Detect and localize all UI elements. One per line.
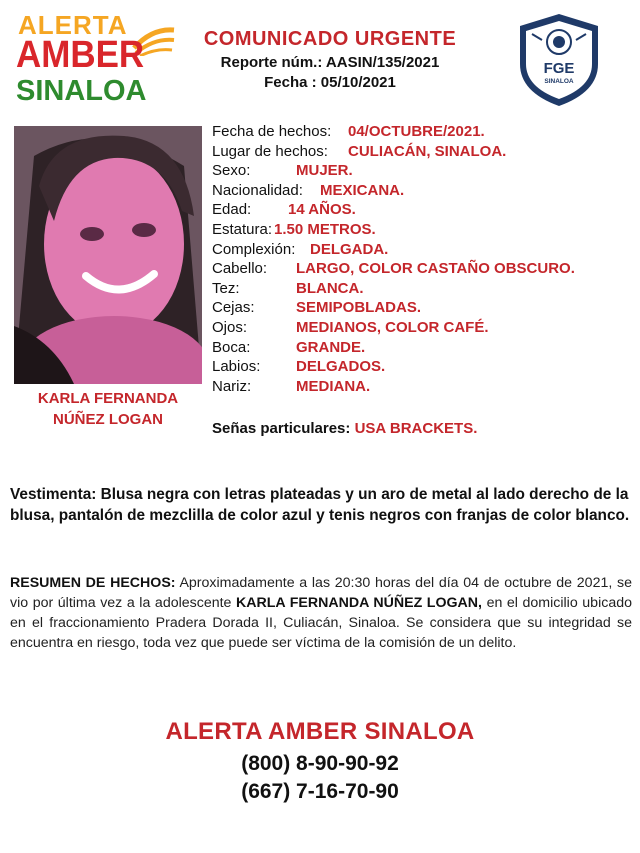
detail-label: Complexión: — [212, 240, 296, 258]
detail-value: 04/OCTUBRE/2021. — [348, 123, 485, 140]
report-number: Reporte núm.: AASIN/135/2021 — [220, 54, 440, 71]
detail-value: 14 AÑOS. — [288, 201, 356, 219]
detail-label: Tez: — [212, 279, 240, 297]
detail-row — [212, 298, 632, 318]
detail-value: DELGADA. — [310, 240, 389, 258]
name-line-1: KARLA FERNANDA — [37, 390, 179, 407]
summary-text-2: en el domicilio ubicado en el fraccionamiento Pradera Dorada II, Culiacán, Sinaloa. Se considera que su integridad se encuentra en riesgo, toda vez que puede ser víctima de la comisión de un delito. — [10, 595, 632, 651]
detail-label: Sexo: — [212, 162, 251, 180]
detail-value: DELGADOS. — [296, 358, 386, 376]
name-line-2: NÚÑEZ LOGAN — [53, 411, 163, 428]
detail-label: Nacionalidad: — [212, 181, 303, 199]
detail-row — [212, 142, 632, 162]
footer-contact — [0, 718, 640, 804]
detail-row — [212, 259, 632, 279]
detail-label: Ojos: — [212, 318, 248, 336]
senas-value: USA BRACKETS. — [354, 420, 478, 437]
detail-value: CULIACÁN, SINALOA. — [348, 142, 507, 160]
detail-value: BLANCA. — [296, 279, 364, 297]
details-list — [212, 122, 632, 396]
detail-label: Lugar de hechos: — [212, 142, 328, 160]
fge-seal — [514, 12, 604, 108]
detail-label: Edad: — [212, 201, 252, 219]
detail-label: Boca: — [212, 338, 251, 356]
detail-row — [212, 220, 632, 240]
detail-row — [212, 377, 632, 397]
phone-number-1: (800) 8-90-90-92 — [241, 752, 399, 775]
summary-text-1: Aproximadamente a las 20:30 horas del día 04 de octubre de 2021, se vio por última vez a la adolescente — [10, 575, 632, 611]
detail-value: MEDIANA. — [296, 377, 371, 395]
senas-label: Señas particulares: — [212, 420, 351, 437]
detail-value: SEMIPOBLADAS. — [296, 299, 422, 317]
summary-name: KARLA FERNANDA NÚÑEZ LOGAN, — [236, 595, 482, 611]
detail-value: MEDIANOS, COLOR CAFÉ. — [296, 318, 489, 336]
detail-value: 1.50 METROS. — [274, 220, 376, 238]
detail-row — [212, 338, 632, 358]
page-title: COMUNICADO URGENTE — [203, 28, 457, 50]
detail-row — [212, 161, 632, 181]
missing-person-photo — [14, 126, 202, 384]
detail-row — [212, 200, 632, 220]
detail-value: LARGO, COLOR CASTAÑO OBSCURO. — [296, 260, 575, 278]
logo-line-alerta: ALERTA — [18, 10, 128, 40]
detail-value: MUJER. — [296, 162, 353, 180]
header — [180, 28, 480, 91]
detail-label: Nariz: — [212, 377, 252, 395]
shield-seal-icon — [514, 12, 604, 108]
detail-value: GRANDE. — [296, 338, 366, 356]
detail-row — [212, 181, 632, 201]
logo-line-amber: AMBER — [16, 34, 145, 76]
footer-title: ALERTA AMBER SINALOA — [165, 718, 475, 745]
report-date: Fecha : 05/10/2021 — [264, 74, 396, 91]
detail-label: Fecha de hechos: — [212, 123, 332, 140]
detail-value: MEXICANA. — [320, 181, 405, 199]
detail-label: Cejas: — [212, 299, 255, 317]
summary-label: RESUMEN DE HECHOS: — [10, 575, 176, 591]
summary-paragraph — [10, 573, 632, 653]
alerta-amber-logo — [14, 10, 174, 110]
logo-line-sinaloa: SINALOA — [16, 75, 147, 107]
phone-number-2: (667) 7-16-70-90 — [241, 780, 399, 803]
seal-state: SINALOA — [544, 78, 574, 85]
seal-abbr: FGE — [543, 60, 575, 77]
detail-row — [212, 122, 632, 142]
detail-row — [212, 357, 632, 377]
detail-row — [212, 279, 632, 299]
detail-row — [212, 318, 632, 338]
detail-label: Estatura: — [212, 220, 273, 238]
distinguishing-marks — [212, 420, 477, 437]
detail-row — [212, 240, 632, 260]
detail-label: Cabello: — [212, 260, 268, 278]
clothing-description: Vestimenta: Blusa negra con letras plateadas y un aro de metal al lado derecho de la blusa, pantalón de mezclilla de color azul y tenis negros con franjas de color blanco. — [10, 486, 630, 524]
missing-person-name — [14, 388, 202, 430]
detail-label: Labios: — [212, 358, 261, 376]
